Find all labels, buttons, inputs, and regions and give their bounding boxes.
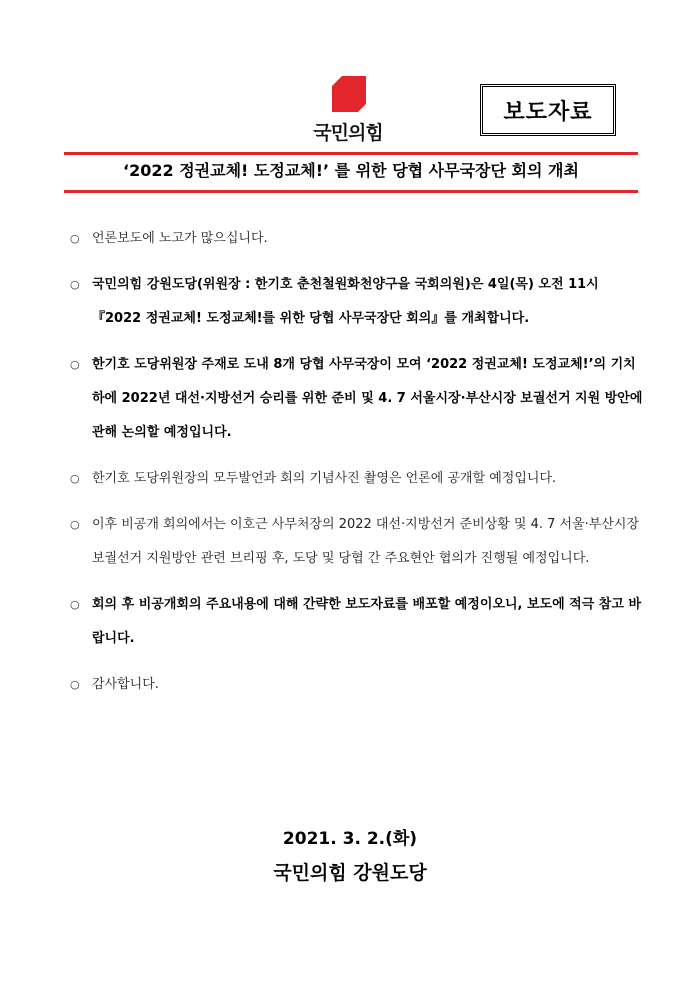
party-logo	[300, 76, 396, 146]
bullet-circle-icon: ○	[70, 232, 80, 245]
body-content	[70, 222, 650, 702]
bullet-circle-icon: ○	[70, 678, 80, 691]
bullet-circle-icon: ○	[70, 472, 80, 485]
release-date: 2021. 3. 2.(화)	[282, 829, 418, 849]
list-item	[70, 588, 650, 656]
list-item	[70, 348, 650, 450]
item-text: 국민의힘 강원도당(위원장 : 한기호 춘천철원화천양구을 국회의원)은 4일(목) 오전 11시 『2022 정권교체! 도정교체!를 위한 당협 사무국장단 회의』를 개최합니다.	[92, 277, 599, 326]
logo-mark-icon	[332, 76, 366, 112]
list-item	[70, 508, 650, 576]
bullet-circle-icon: ○	[70, 598, 80, 611]
item-text: 회의 후 비공개회의 주요내용에 대해 간략한 보도자료를 배포할 예정이오니, 보도에 적극 참고 바랍니다.	[92, 597, 642, 646]
bullet-circle-icon: ○	[70, 278, 80, 291]
item-text: 언론보도에 노고가 많으십니다.	[92, 231, 268, 246]
item-text: 한기호 도당위원장의 모두발언과 회의 기념사진 촬영은 언론에 공개할 예정입니다.	[92, 471, 557, 486]
logo-text: 국민의힘	[313, 122, 383, 144]
press-release-box	[480, 84, 616, 136]
headline-rule-top	[64, 152, 638, 155]
bullet-circle-icon: ○	[70, 358, 80, 371]
item-text: 한기호 도당위원장 주재로 도내 8개 당협 사무국장이 모여 ‘2022 정권교체! 도정교체!’의 기치 하에 2022년 대선·지방선거 승리를 위한 준비 및 4. 7 서울시장·부산시장 보궐선거 지원 방안에 관해 논의할 예정입니다.	[92, 357, 643, 440]
list-item	[70, 222, 650, 256]
item-text: 이후 비공개 회의에서는 이호근 사무처장의 2022 대선·지방선거 준비상황 및 4. 7 서울·부산시장 보궐선거 지원방안 관련 브리핑 후, 도당 및 당협 간 주요현안 협의가 진행될 예정입니다.	[92, 517, 640, 566]
list-item	[70, 668, 650, 702]
item-text: 감사합니다.	[92, 677, 159, 692]
headline-rule-bottom	[64, 190, 638, 193]
press-release-label: 보도자료	[503, 99, 593, 125]
list-item	[70, 268, 650, 336]
bullet-circle-icon: ○	[70, 518, 80, 531]
headline: ‘2022 정권교체! 도정교체!’ 를 위한 당협 사무국장단 회의 개최	[123, 161, 579, 180]
list-item	[70, 462, 650, 496]
organization-name: 국민의힘 강원도당	[273, 862, 427, 884]
